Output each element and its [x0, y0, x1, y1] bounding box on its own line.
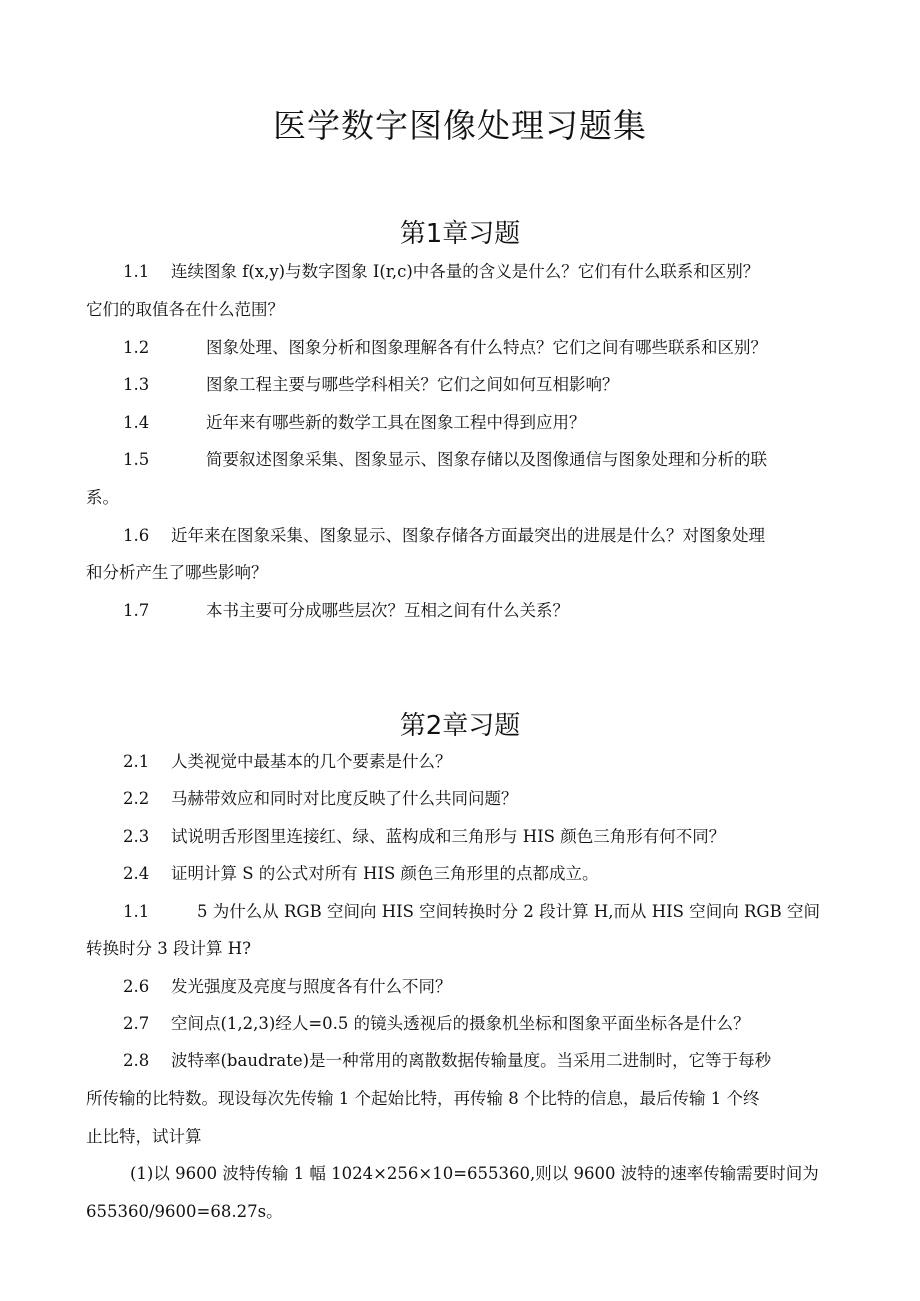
question-item — [123, 338, 767, 358]
question-text: 发光强度及亮度与照度各有什么不同？ — [171, 977, 452, 996]
sub-item-text: (1)以 9600 波特传输 1 幅 1024×256×10=655360,则以 9600 波特的速率传输需要时间为 — [130, 1164, 819, 1183]
question-text: 近年来在图象采集、图象显示、图象存储各方面最突出的进展是什么？对图象处理 — [171, 526, 765, 545]
question-item — [123, 262, 759, 282]
question-number: 1.2 — [123, 338, 150, 357]
question-text-continuation: 和分析产生了哪些影响？ — [86, 563, 268, 582]
question-item — [123, 864, 599, 884]
question-item — [123, 902, 820, 922]
question-number: 1.3 — [123, 375, 150, 394]
question-item — [123, 789, 518, 809]
question-number: 1.7 — [123, 601, 150, 620]
question-number: 1.5 — [123, 450, 150, 469]
question-text: 图象工程主要与哪些学科相关？它们之间如何互相影响？ — [206, 375, 619, 394]
question-item — [123, 526, 765, 546]
question-text: 简要叙述图象采集、图象显示、图象存储以及图像通信与图象处理和分析的联 — [206, 450, 767, 469]
question-number: 1.1 — [123, 262, 150, 281]
question-number: 2.1 — [123, 752, 150, 771]
question-number: 2.4 — [123, 864, 150, 883]
question-number: 2.3 — [123, 827, 150, 846]
question-text: 连续图象 f(x,y)与数字图象 I(r,c)中各量的含义是什么？它们有什么联系和区别？ — [171, 262, 760, 281]
question-text: 试说明舌形图里连接红、绿、蓝构成和三角形与 HIS 颜色三角形有何不同？ — [171, 827, 726, 846]
question-text-continuation: 转换时分 3 段计算 H? — [86, 939, 251, 958]
question-item — [123, 1014, 750, 1034]
chapter-1-heading: 第1章习题 — [399, 219, 521, 249]
sub-item-text-continuation: 655360/9600=68.27s。 — [86, 1202, 283, 1221]
question-item — [123, 827, 725, 847]
question-number: 2.8 — [123, 1051, 150, 1070]
question-number: 2.7 — [123, 1014, 150, 1033]
question-item — [123, 601, 569, 621]
question-text: 波特率(baudrate)是一种常用的离散数据传输量度。当采用二进制时，它等于每秒 — [171, 1051, 772, 1070]
question-number: 2.6 — [123, 977, 150, 996]
question-text: 5 为什么从 RGB 空间向 HIS 空间转换时分 2 段计算 H,而从 HIS 空间向 RGB 空间 — [197, 902, 820, 921]
question-item — [123, 1051, 771, 1071]
question-text: 近年来有哪些新的数学工具在图象工程中得到应用？ — [206, 413, 586, 432]
question-text-continuation: 止比特，试计算 — [86, 1127, 202, 1146]
question-text: 证明计算 S 的公式对所有 HIS 颜色三角形里的点都成立。 — [171, 864, 599, 883]
question-item — [123, 450, 767, 470]
question-item — [123, 752, 452, 772]
question-text-continuation: 所传输的比特数。现设每次先传输 1 个起始比特，再传输 8 个比特的信息，最后传输 1 个终 — [86, 1089, 760, 1108]
question-text-continuation: 系。 — [86, 488, 119, 507]
chapter-2-heading: 第2章习题 — [399, 711, 521, 741]
question-text: 人类视觉中最基本的几个要素是什么？ — [171, 752, 452, 771]
question-number: 2.2 — [123, 789, 150, 808]
question-number: 1.4 — [123, 413, 150, 432]
question-item — [123, 413, 586, 433]
document-title: 医学数字图像处理习题集 — [273, 106, 647, 145]
question-item — [123, 375, 619, 395]
question-item — [123, 977, 452, 997]
question-text: 本书主要可分成哪些层次？互相之间有什么关系？ — [206, 601, 569, 620]
question-text: 马赫带效应和同时对比度反映了什么共同问题？ — [171, 789, 518, 808]
question-text-continuation: 它们的取值各在什么范围？ — [86, 300, 284, 319]
question-text: 空间点(1,2,3)经人=0.5 的镜头透视后的摄象机坐标和图象平面坐标各是什么？ — [171, 1014, 750, 1033]
question-number: 1.1 — [123, 902, 150, 921]
question-number: 1.6 — [123, 526, 150, 545]
question-text: 图象处理、图象分析和图象理解各有什么特点？它们之间有哪些联系和区别？ — [206, 338, 767, 357]
